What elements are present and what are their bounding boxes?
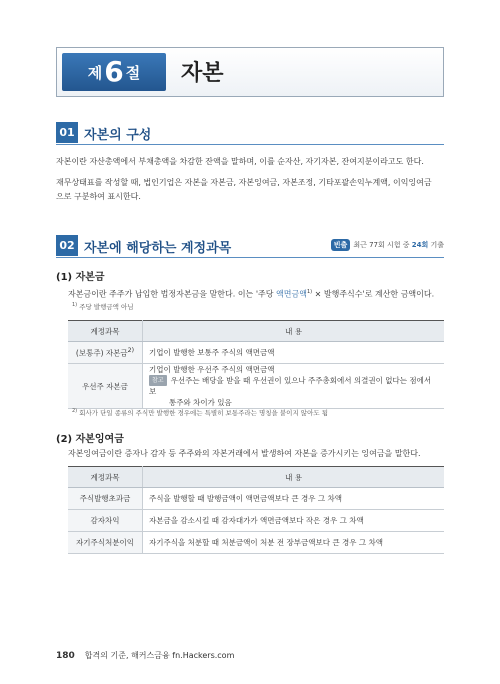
section-title: 자본의 구성 <box>84 128 152 143</box>
row-content: 기업이 발행한 우선주 주식의 액면금액 <box>149 365 275 374</box>
table-cell-label <box>68 342 143 364</box>
footnote-1-text: 주당 발행금액 아님 <box>79 303 134 312</box>
section1-paragraph-2-line-2: 으로 구분하여 표시한다. <box>56 192 141 201</box>
note-badge: 참고 <box>149 375 167 386</box>
chapter-header <box>56 47 444 97</box>
subheading-capital-surplus: (2) 자본잉여금 <box>56 434 124 445</box>
footer-slogan: 합격의 기준, 해커스금융 <box>84 651 170 660</box>
frequency-text-pre: 최근 77회 시험 중 <box>353 241 410 249</box>
capital-stock-description <box>68 286 444 301</box>
section-number: 02 <box>56 235 78 256</box>
table-cell-content: 자본금을 감소시킬 때 감자대가가 액면금액보다 작은 경우 그 차액 <box>143 510 445 532</box>
capital-stock-table <box>68 320 444 409</box>
table-cell-label: 자기주식처분이익 <box>68 532 143 554</box>
capital-stock-text-pre: 자본금이란 주주가 납입한 법정자본금을 말한다. 이는 '주당 <box>68 289 277 299</box>
table-cell-content: 자기주식을 처분할 때 처분금액이 처분 전 장부금액보다 큰 경우 그 차액 <box>143 532 445 554</box>
table-cell-label: 주식발행초과금 <box>68 488 143 510</box>
chapter-title: 자본 <box>181 61 224 86</box>
section-title: 자본에 해당하는 계정과목 <box>84 241 232 256</box>
note-line-1: 우선주는 배당을 받을 때 우선권이 있으나 주주총회에서 의결권이 없다는 점에서 보 <box>149 376 432 396</box>
par-value-term: 액면금액 <box>276 289 307 299</box>
footnote-1 <box>72 301 444 312</box>
table-cell-content <box>143 364 445 409</box>
section-number: 01 <box>56 122 78 143</box>
table-cell-content: 기업이 발행한 보통주 주식의 액면금액 <box>143 342 445 364</box>
row-label: (보통주) 자본금 <box>75 348 128 358</box>
footnote-2-marker: 2) <box>72 408 78 414</box>
chapter-number: 6 <box>104 55 124 88</box>
table-header-content: 내 용 <box>143 467 445 488</box>
chapter-suffix: 절 <box>125 63 141 82</box>
footnote-2 <box>72 407 444 418</box>
table-header-account: 계정과목 <box>68 467 143 488</box>
footnote-1-marker: 1) <box>72 302 78 308</box>
section1-paragraph-1: 자본이란 자산총액에서 부채총액을 차감한 잔액을 말하며, 이를 순자산, 자기자본, 잔여지분이라고도 한다. <box>56 157 424 166</box>
page-footer <box>56 650 234 661</box>
table-row <box>68 510 444 532</box>
frequency-text-post: 기출 <box>430 241 444 249</box>
footer-url: fn.Hackers.com <box>172 651 235 660</box>
footnote-2-text: 회사가 단일 종류의 주식만 발행한 경우에는 특별히 보통주라는 명칭을 붙이지 않아도 됨 <box>79 409 328 418</box>
table-header-account: 계정과목 <box>68 321 143 342</box>
section1-paragraph-2-line-1: 재무상태표를 작성할 때, 법인기업은 자본을 자본금, 자본잉여금, 자본조정, 기타포괄손익누계액, 이익잉여금 <box>56 178 432 187</box>
section-header-02 <box>56 235 444 258</box>
table-cell-label: 감자차익 <box>68 510 143 532</box>
chapter-badge <box>62 53 166 91</box>
capital-stock-text-post: × 발행주식수'로 계산한 금액이다. <box>312 289 435 299</box>
frequency-count: 24회 <box>411 241 429 249</box>
table-cell-label: 우선주 자본금 <box>68 364 143 409</box>
chapter-prefix: 제 <box>87 63 103 82</box>
table-cell-content: 주식을 발행할 때 발행금액이 액면금액보다 큰 경우 그 차액 <box>143 488 445 510</box>
table-row <box>68 342 444 364</box>
capital-surplus-description: 자본잉여금이란 증자나 감자 등 주주와의 자본거래에서 발생하여 자본을 증가시키는 잉여금을 말한다. <box>68 449 421 458</box>
row-note <box>149 375 438 397</box>
subheading-capital-stock: (1) 자본금 <box>56 272 105 283</box>
frequency-badge: 빈출 <box>331 239 351 251</box>
section-header-01 <box>56 122 444 145</box>
table-row <box>68 532 444 554</box>
table-header-content: 내 용 <box>143 321 445 342</box>
footnote-ref-2: 2) <box>127 346 135 354</box>
frequency-note <box>331 239 444 251</box>
table-row <box>68 488 444 510</box>
capital-surplus-table <box>68 466 444 554</box>
table-row <box>68 364 444 409</box>
page-number: 180 <box>56 650 75 661</box>
footnote-ref-1: 1) <box>306 289 313 295</box>
note-line-2: 통주와 차이가 있음 <box>169 398 232 407</box>
